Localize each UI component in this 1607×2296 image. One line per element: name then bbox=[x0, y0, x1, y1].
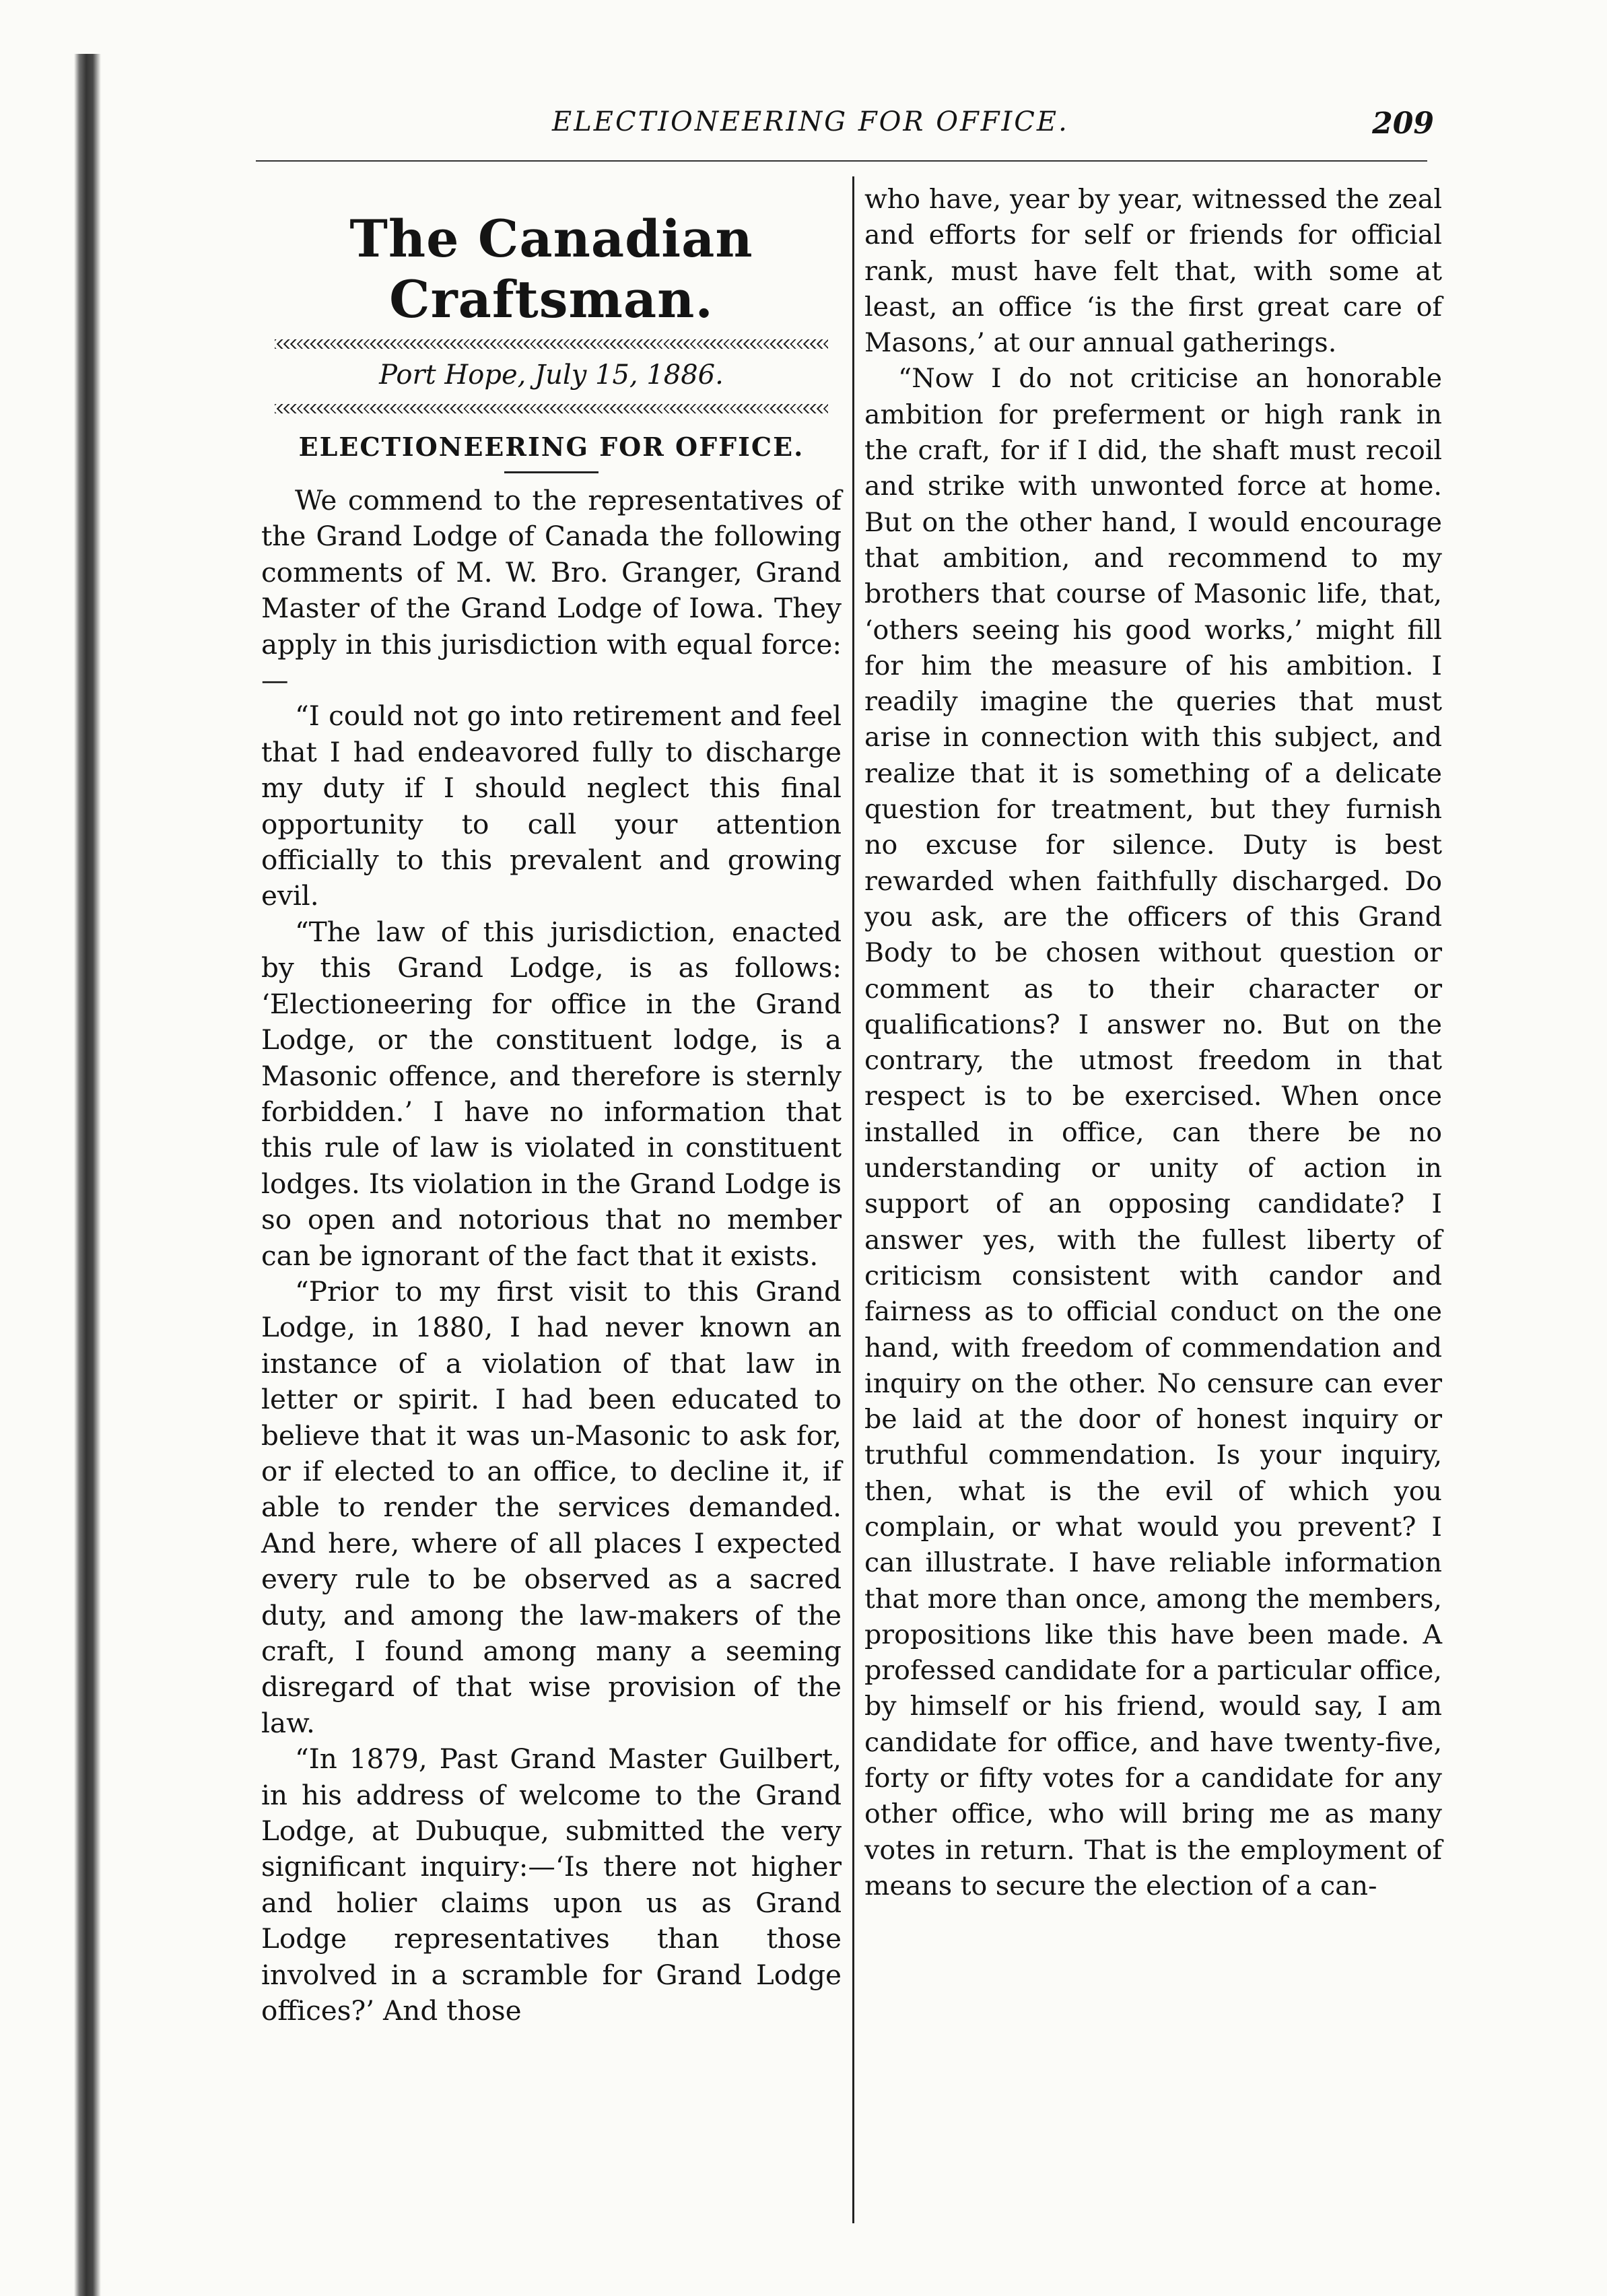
left-column bbox=[261, 182, 842, 2029]
header-rule bbox=[256, 160, 1427, 162]
right-column bbox=[864, 182, 1442, 1904]
column-divider bbox=[852, 176, 854, 2223]
masthead-title: The Canadian Craftsman. bbox=[349, 209, 753, 329]
dateline: Port Hope, July 15, 1886. bbox=[379, 360, 724, 391]
paragraph: “I could not go into retirement and feel that I had endeavored fully to discharge my duty if I should neglect this final opportunity to call your attention officially to this prevalent and growing evil. bbox=[261, 700, 842, 912]
paragraph-continuation: who have, year by year, witnessed the zeal and efforts for self or friends for official rank, must have felt that, with some at least, an office ‘is the first great care of Masons,’ at our annual gatherings. bbox=[864, 184, 1442, 359]
paragraph: “The law of this jurisdiction, enacted by this Grand Lodge, is as follows: ‘Electioneering for office in the Grand Lodge, or the constituent lodge, is a Masonic offence, and therefore is sternly forbidden.’ I have no information that this rule of law is violated in constituent lodges. Its violation in the Grand Lodge is so open and notorious that no member can be ignorant of the fact that it exists. bbox=[261, 915, 842, 1272]
running-head-title: ELECTIONEERING FOR OFFICE. bbox=[552, 106, 1069, 137]
wavy-rule bbox=[275, 339, 828, 349]
article-title: ELECTIONEERING FOR OFFICE. bbox=[298, 432, 805, 462]
paragraph: “In 1879, Past Grand Master Guilbert, in his address of welcome to the Grand Lodge, at Dubuque, submitted the very significant inquiry:—‘Is there not higher and holier claims upon us as Grand Lodge representatives than those involved in a scramble for Grand Lodge offices?’ And those bbox=[261, 1743, 842, 2027]
running-head bbox=[465, 106, 1474, 154]
page-number: 209 bbox=[1372, 106, 1434, 141]
wavy-rule bbox=[275, 404, 828, 413]
title-rule bbox=[504, 471, 599, 473]
book-binding-edge bbox=[74, 54, 101, 2296]
paragraph: We commend to the representatives of the Grand Lodge of Canada the following comments of M. W. Bro. Granger, Grand Master of the Grand Lodge of Iowa. They apply in this jurisdiction with equal force:— bbox=[261, 484, 842, 697]
paragraph: “Now I do not criticise an honorable ambition for preferment or high rank in the craft, for if I did, the shaft must recoil and strike with unwonted force at home. But on the other hand, I would encourage that ambition, and recommend to my brothers that course of Masonic life, that, ‘others seeing his good works,’ might fill for him the measure of his ambition. I readily imagine the queries that must arise in connection with this subject, and realize that it is something of a delicate question for treatment, but they furnish no excuse for silence. Duty is best rewarded when faithfully discharged. Do you ask, are the officers of this Grand Body to be chosen without question or comment as to their character or qualifications? I answer no. But on the contrary, the utmost freedom in that respect is to be exercised. When once installed in office, can there be no understanding or unity of action in support of an opposing candidate? I answer yes, with the fullest liberty of criticism consistent with candor and fairness as to official conduct on the one hand, with freedom of commendation and inquiry on the other. No censure can ever be laid at the door of honest inquiry or truthful commendation. Is your inquiry, then, what is the evil of which you complain, or what would you prevent? I can illustrate. I have reliable information that more than once, among the members, propositions like this have been made. A professed candidate for a particular office, by himself or his friend, would say, I am candidate for office, and have twenty-five, forty or fifty votes for a candidate for any other office, who will bring me as many votes in return. That is the employment of means to secure the election of a can- bbox=[864, 363, 1442, 1901]
paragraph: “Prior to my first visit to this Grand Lodge, in 1880, I had never known an instance of a violation of that law in letter or spirit. I had been educated to believe that it was un-Masonic to ask for, or if elected to an office, to decline it, if able to render the services demanded. And here, where of all places I expected every rule to be observed as a sacred duty, and among the law-makers of the craft, I found among many a seeming disregard of that wise provision of the law. bbox=[261, 1275, 842, 1739]
